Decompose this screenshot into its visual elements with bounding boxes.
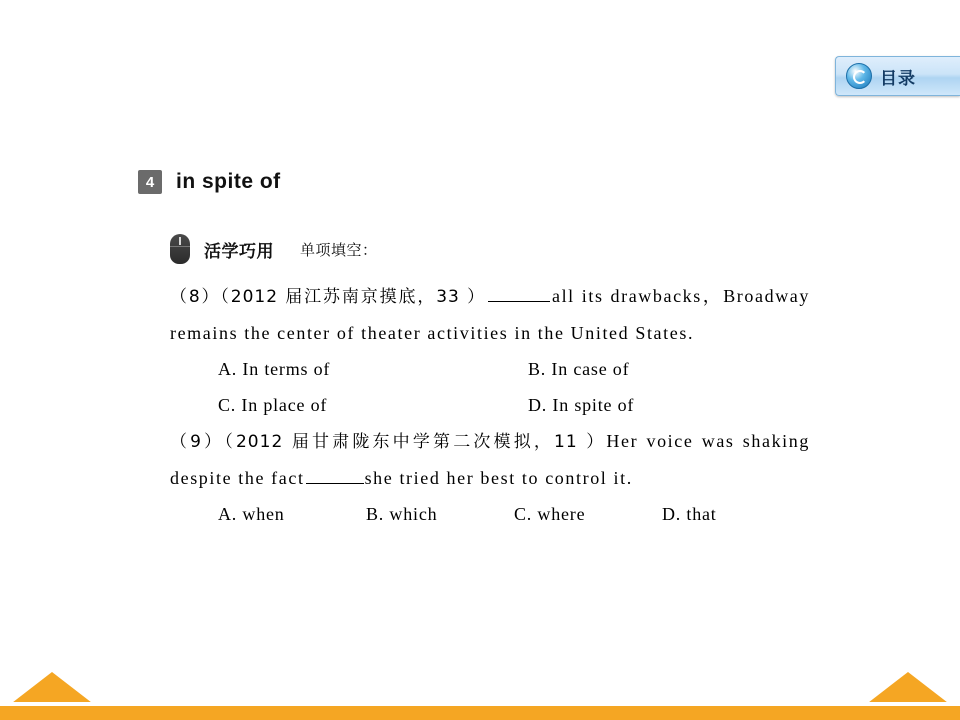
question-stem	[170, 278, 810, 351]
option-d[interactable]	[662, 496, 810, 532]
practice-title: 活学巧用	[204, 241, 274, 261]
question-item	[170, 423, 810, 532]
option-d-text: In spite of	[552, 395, 635, 415]
option-c[interactable]	[514, 496, 662, 532]
decor-triangle-left-2	[52, 672, 96, 706]
question-item	[170, 278, 810, 423]
question-stem-text: all its drawbacks，Broadway remains the center of theater activities in the United States.	[170, 286, 810, 343]
page-title: in spite of	[176, 170, 281, 193]
option-d-text: that	[686, 504, 717, 524]
question-stem-text-tail: she tried her best to control it.	[364, 468, 633, 488]
section-heading	[138, 170, 281, 194]
answer-blank[interactable]	[488, 286, 550, 302]
option-a[interactable]	[218, 496, 366, 532]
decor-triangle-right-1	[864, 672, 908, 706]
option-b-key: B.	[366, 504, 385, 524]
decor-triangle-left-1	[8, 672, 52, 706]
option-d-key: D.	[662, 504, 682, 524]
option-b[interactable]	[366, 496, 514, 532]
option-a-key: A.	[218, 359, 238, 379]
option-b[interactable]	[528, 351, 629, 387]
option-c-text: where	[537, 504, 586, 524]
question-stem-text: Her voice was shaking despite the fact	[170, 431, 810, 488]
decor-bottom-bar	[0, 706, 960, 720]
practice-header	[170, 234, 378, 264]
practice-subtitle: 单项填空：	[300, 241, 378, 259]
option-a-key: A.	[218, 504, 238, 524]
catalog-button[interactable]	[835, 56, 960, 96]
option-c-key: C.	[514, 504, 533, 524]
catalog-circle-icon	[846, 63, 872, 89]
option-b-text: which	[389, 504, 438, 524]
options-row	[218, 351, 810, 387]
question-stem	[170, 423, 810, 496]
option-a-text: when	[242, 504, 285, 524]
option-d-key: D.	[528, 395, 548, 415]
option-b-key: B.	[528, 359, 547, 379]
options-row	[218, 496, 810, 532]
mouse-icon	[170, 234, 190, 264]
decor-triangle-right-2	[908, 672, 952, 706]
option-c-key: C.	[218, 395, 237, 415]
option-d[interactable]	[528, 387, 634, 423]
section-number-badge: 4	[138, 170, 162, 194]
option-a-text: In terms of	[242, 359, 331, 379]
question-source: （8）（2012 届江苏南京摸底，33 ）	[170, 287, 486, 307]
options-row	[218, 387, 810, 423]
catalog-label: 目录	[880, 68, 916, 88]
option-a[interactable]	[218, 351, 528, 387]
exercise-content	[170, 278, 810, 532]
answer-blank[interactable]	[306, 468, 364, 484]
option-b-text: In case of	[551, 359, 630, 379]
option-c-text: In place of	[241, 395, 328, 415]
option-c[interactable]	[218, 387, 528, 423]
question-source: （9）（2012 届甘肃陇东中学第二次模拟，11 ）	[170, 432, 607, 452]
